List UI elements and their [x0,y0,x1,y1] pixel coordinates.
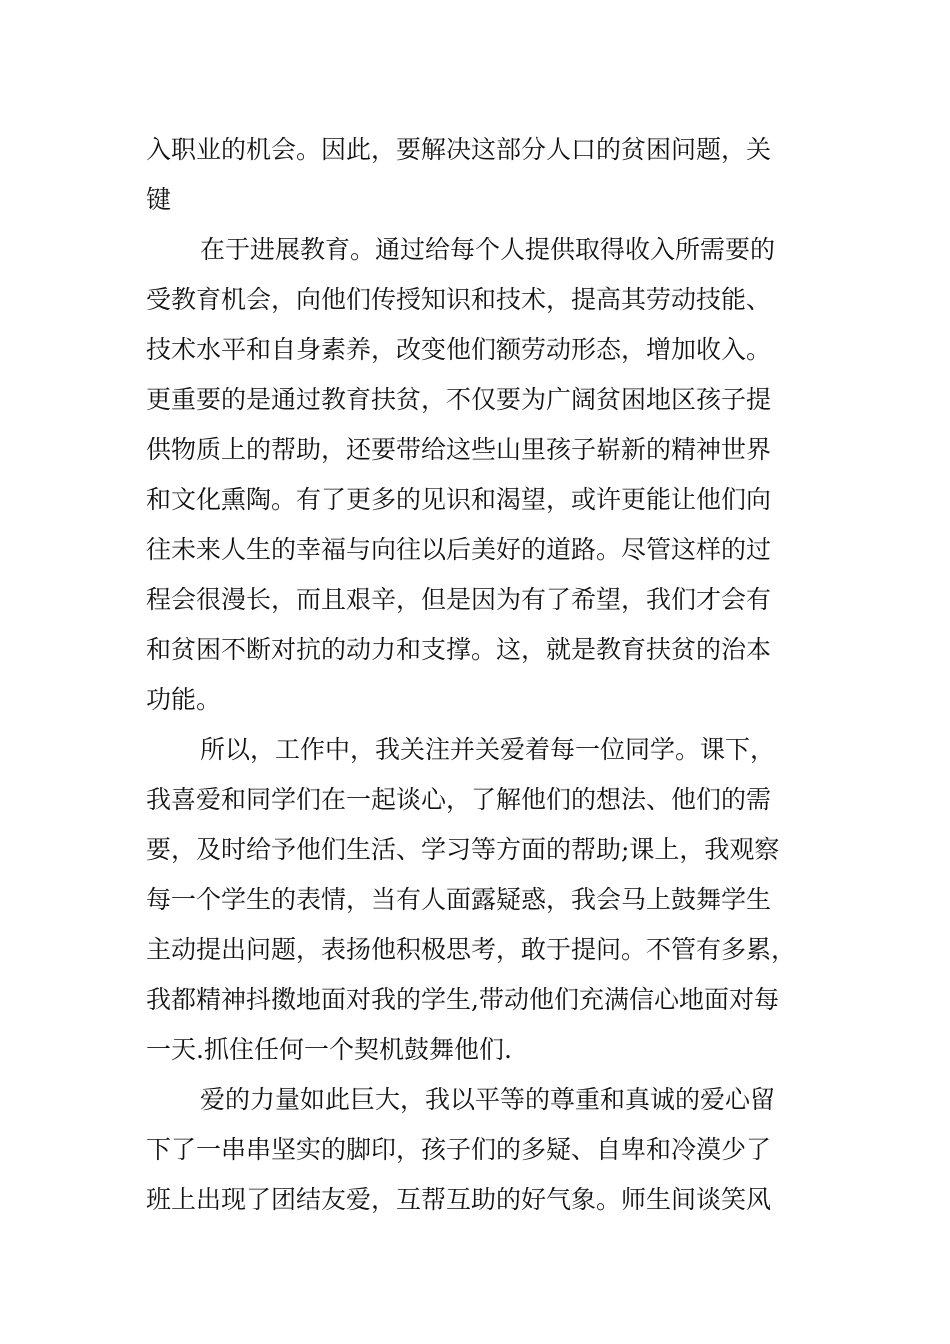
text-line: 往未来人生的幸福与向往以后美好的道路。尽管这样的过 [146,535,772,564]
text-line: 技术水平和自身素养，改变他们额劳动形态，增加收入。 [146,335,772,364]
text-line: 爱的力量如此巨大，我以平等的尊重和真诚的爱心留 [200,1085,776,1114]
text-line: 要，及时给予他们生活、学习等方面的帮助;课上，我观察 [146,835,780,864]
paragraph-2 [146,225,810,725]
text-line: 每一个学生的表情，当有人面露疑惑，我会马上鼓舞学生 [146,885,772,914]
text-line: 供物质上的帮助，还要带给这些山里孩子崭新的精神世界 [146,435,772,464]
text-line: 我喜爱和同学们在一起谈心，了解他们的想法、他们的需 [146,785,772,814]
text-line: 更重要的是通过教育扶贫，不仅要为广阔贫困地区孩子提 [146,385,772,414]
text-line: 入职业的机会。因此，要解决这部分人口的贫困问题，关 [146,135,772,164]
text-line: 和文化熏陶。有了更多的见识和渴望，或许更能让他们向 [146,485,772,514]
text-line: 所以，工作中，我关注并关爱着每一位同学。课下， [200,735,776,764]
text-line: 主动提出问题，表扬他积极思考，敢于提问。不管有多累， [146,935,797,964]
text-line: 受教育机会，向他们传授知识和技术，提高其劳动技能、 [146,285,772,314]
document-body [146,125,810,1225]
text-line: 班上出现了团结友爱，互帮互助的好气象。师生间谈笑风 [146,1185,772,1214]
paragraph-1 [146,125,810,225]
text-line: 功能。 [146,685,222,714]
text-line: 一天.抓住任何一个契机鼓舞他们. [146,1035,512,1064]
text-line: 我都精神抖擞地面对我的学生,带动他们充满信心地面对每 [146,985,779,1014]
paragraph-3 [146,725,810,1075]
text-line: 程会很漫长，而且艰辛，但是因为有了希望，我们才会有 [146,585,772,614]
paragraph-4 [146,1075,810,1225]
text-line: 在于进展教育。通过给每个人提供取得收入所需要的 [200,235,776,264]
text-line: 键 [146,185,172,214]
text-line: 和贫困不断对抗的动力和支撑。这，就是教育扶贫的治本 [146,635,772,664]
text-line: 下了一串串坚实的脚印，孩子们的多疑、自卑和冷漠少了 [146,1135,772,1164]
